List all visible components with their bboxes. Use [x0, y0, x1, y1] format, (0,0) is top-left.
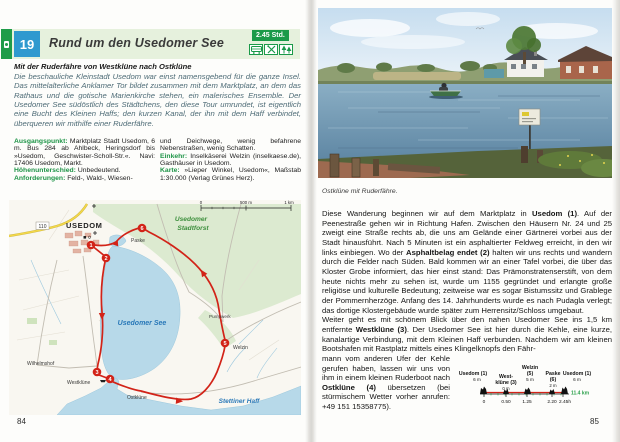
- map-label-wilhelmshof: Wilhelmshof: [27, 361, 55, 367]
- map-label-forest-2: Stadtforst: [177, 225, 209, 232]
- body-text: halten wir uns rechts und wandern durch die Felder nach Süden. Bald kommen wir an einer Tafel vorbei, die über das Kloster Grobe informiert, das hier einst stand: Das Prämonstratenserstift, von dem heute nichts mehr zu sehen ist, wurde um 1155 gegründet und erlangte große religiöse und kulturelle Bedeutung; zeitweise war es sogar Bistumssitz und Grablege der Pommernherzöge. Anfang des 14. Jahrhunderts wurde es nach Pudagla verlegt; das dortige Klostergebäude wurde später zum Herrensitz/Schloss umgebaut.: [322, 247, 612, 315]
- body-text: Weiter geht es mit schönem Blick über den nahen Usedomer See ins 1,5 km entfernte: [322, 315, 612, 334]
- page-number-left: 84: [17, 417, 26, 426]
- paragraph-2: [322, 315, 612, 354]
- map-label-usedom: USEDOM: [66, 221, 103, 230]
- waypoint-ref-westkluene-3: Westklüne (3): [355, 324, 407, 334]
- body-text: . Der Usedomer See ist hier durch die Kehle, eine kurze, kanalartige Verbindung, mit dem Kleinen Haff verbunden. Nachdem wir am kleinen Bootshafen mit Rastplatz mittels eines Klingelknopfs den Fähr-: [322, 324, 612, 354]
- profile-station-label: (6): [549, 376, 557, 383]
- waypoint-marker: 6: [140, 226, 144, 232]
- map-label-usedomer-see: Usedomer See: [117, 320, 167, 327]
- body-text: Diese Wanderung beginnen wir auf dem Marktplatz in: [322, 209, 532, 218]
- waypoint-marker: 2: [104, 256, 108, 262]
- page-number-right: 85: [590, 417, 599, 426]
- profile-time-label: 0.50: [501, 399, 511, 405]
- profile-station-height: 0 m: [502, 385, 510, 391]
- profile-station-label: Welzin: [521, 364, 539, 371]
- paragraph-2-continued: [322, 354, 450, 413]
- map-road-number: 110: [38, 223, 47, 230]
- info-text: »Lieper Winkel, Usedom«, Maßstab 1:30.000 (Verlag Grünes Herz).: [160, 167, 301, 182]
- map-green-patch: [27, 318, 37, 324]
- restaurant-icon: [264, 44, 278, 55]
- scale-end: 1 km: [284, 200, 294, 205]
- trees-icon: [279, 44, 293, 55]
- scale-zero: 0: [199, 200, 203, 205]
- map-label-stettiner-haff: Stettiner Haff: [218, 398, 260, 405]
- info-text: und Deichwege, wenig befahrene Nebenstraßen, wenig Schatten.: [160, 138, 301, 153]
- info-text: Unbedeutend.: [75, 167, 121, 175]
- profile-time-label: 1.25: [522, 399, 532, 405]
- profile-station-label: Usedom (1): [458, 370, 488, 377]
- profile-station-height: 6 m: [573, 376, 581, 382]
- profile-time-label: 2.20: [547, 399, 557, 405]
- bus-icon: [249, 44, 263, 55]
- waypoint-ref-ostkluene-4: Ostklüne (4): [322, 382, 376, 392]
- page-gutter: [305, 0, 317, 442]
- info-column-2: [160, 138, 301, 182]
- tour-info-block: [14, 138, 302, 182]
- photo-svg: [318, 8, 612, 178]
- waypoint-marker: 4: [108, 377, 112, 383]
- tour-map: [9, 200, 301, 415]
- museum-icon: [84, 236, 87, 239]
- camera-icon: [4, 41, 9, 48]
- profile-time-label: 0: [482, 399, 486, 405]
- body-text: übersetzen (bei stürmischem Wetter vorher anrufen: +49 151 15358775).: [322, 382, 450, 412]
- profile-time-label: 2.45h: [558, 399, 572, 405]
- bottom-row: [322, 354, 612, 413]
- elevation-profile-svg: [453, 358, 612, 410]
- map-green-patch: [49, 340, 57, 345]
- info-label: Einkehr:: [160, 152, 188, 160]
- map-label-welzin: Welzin: [233, 345, 248, 351]
- page-right: [314, 0, 616, 442]
- tour-subtitle: Mit der Ruderfähre von Westklüne nach Ostklüne: [14, 62, 192, 71]
- category-icons: [249, 44, 293, 55]
- map-label-paske: Paske: [131, 238, 145, 244]
- info-label: Ausgangspunkt:: [14, 138, 68, 145]
- profile-station-label: (5): [526, 370, 534, 377]
- waypoint-marker: 5: [223, 341, 227, 347]
- info-text: Marktplatz Stadt Usedom, 6 m. Bus 284 ab Ahlbeck, Heringsdorf bis »Usedom, Geschwister-Scholl-Str.«. Navi: 17406 Usedom, Markt.: [14, 138, 155, 168]
- map-svg: [9, 200, 301, 415]
- info-label: Karte:: [160, 167, 180, 175]
- profile-station-label: Paske: [545, 370, 561, 377]
- info-label: Höhenunterschied:: [14, 167, 76, 175]
- info-column-1: [14, 138, 155, 182]
- map-label-pumpwerk: Pumpwerk: [209, 314, 231, 319]
- waypoint-marker: 3: [95, 370, 99, 376]
- map-label-ostkluene: Ostklüne: [127, 395, 147, 401]
- waypoint-marker: 1: [89, 243, 93, 249]
- page-edge-right: [612, 0, 620, 442]
- elevation-profile: [453, 358, 612, 413]
- profile-station-height: 6 m: [473, 376, 481, 382]
- tour-title: Rund um den Usedomer See: [49, 36, 224, 50]
- photo-boat-shed: [484, 69, 504, 78]
- profile-station-height: 5 m: [526, 376, 534, 382]
- scale-mid: 500 m: [240, 200, 252, 205]
- profile-station-label: West-: [498, 373, 514, 380]
- profile-distance-label: 11.4 km: [571, 390, 590, 397]
- info-text: Feld-, Wald-, Wiesen-: [65, 174, 133, 182]
- tour-intro-text: Die beschauliche Kleinstadt Usedom war einst namensgebend für die ganze Insel. Das mittelalterliche Anklamer Tor bildet zusammen mit dem Marktplatz, an dem das Rathaus und die gotische Marienkirche stehen, ein malerisches Ensemble. Der Usedomer See südöstlich des Städtchens, den diese Tour umrundet, ist eigentlich eine Bucht des Kleinen Haffs; den kurzen Kanal, der ihn mit dem Haff verbindet, überqueren wir mithilfe einer Ruderfähre.: [14, 72, 301, 128]
- waypoint-ref-usedom-1: Usedom (1): [532, 209, 578, 218]
- profile-station-label: klüne (3): [495, 379, 517, 386]
- body-text: mann vom anderen Ufer der Kehle gerufen haben, lassen wir uns von ihm in einem kleinen Ruderboot nach: [322, 353, 450, 383]
- page-left: [0, 0, 308, 442]
- tour-number-box: 19: [14, 31, 40, 57]
- waypoint-ref-asphalt-2: Asphaltbelag endet (2): [406, 247, 490, 257]
- photo-ostkluene: [318, 8, 612, 178]
- map-label-westkluene: Westklüne: [67, 380, 91, 386]
- profile-time-ticks: [484, 394, 563, 397]
- photo-caption: Ostklüne mit Ruderfähre.: [322, 188, 398, 195]
- info-text: Inselkäserei Welzin (inselkaese.de), Gasthäuser in Usedom.: [160, 152, 301, 168]
- photo-reeds: [373, 72, 461, 80]
- profile-station-height: 2 m: [549, 382, 557, 388]
- map-label-forest-1: Usedomer: [174, 216, 208, 223]
- category-tab: [1, 29, 12, 59]
- info-label: Anforderungen:: [14, 174, 66, 182]
- route-description: [322, 209, 612, 413]
- duration-badge: 2.45 Std.: [252, 30, 289, 41]
- profile-station-label: Usedom (1): [562, 370, 592, 377]
- body-text: . Auf der Peenestraße gehen wir in Richtung Hafen. Zwischen den Häusern Nr. 24 und 25 zweigt eine Straße rechts ab, die uns am Gelände einer Gärtnerei vorbei aus der Stadt hinausführt. Nach 5 Minuten ist ein asphaltierter Feldweg erreicht, in den wir links einbiegen. Wo der: [322, 209, 612, 257]
- paragraph-1: [322, 209, 612, 315]
